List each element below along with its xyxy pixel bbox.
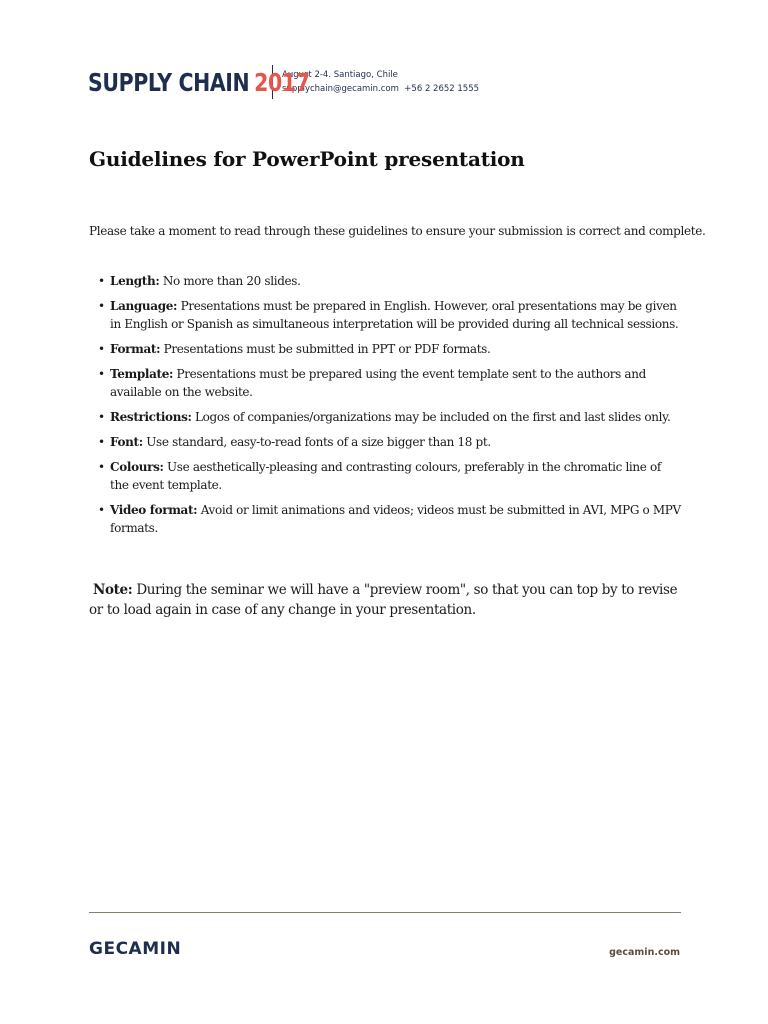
bullet-icon: • <box>98 503 105 517</box>
guideline-text: Presentations must be submitted in PPT or PDF formats. <box>163 342 491 356</box>
guideline-label: Font: <box>110 435 143 449</box>
guideline-text: Presentations must be prepared in English. However, oral presentations may be given in English or Spanish as simultaneous interpretation will be provided during all technical sessions. <box>110 299 679 331</box>
guideline-label: Template: <box>110 367 174 381</box>
guideline-text: No more than 20 slides. <box>162 274 301 288</box>
guideline-template <box>98 365 682 401</box>
page-title: Guidelines for PowerPoint presentation <box>89 147 525 171</box>
guideline-colours <box>98 458 682 494</box>
guideline-length <box>98 272 682 290</box>
bullet-icon: • <box>98 367 105 381</box>
guideline-label: Video format: <box>110 503 198 517</box>
bullet-icon: • <box>98 299 105 313</box>
guideline-text: Avoid or limit animations and videos; videos must be submitted in AVI, MPG o MPV formats. <box>110 503 681 535</box>
guideline-text: Use standard, easy-to-read fonts of a size bigger than 18 pt. <box>146 435 491 449</box>
guideline-text: Presentations must be prepared using the event template sent to the authors and available on the website. <box>110 367 646 399</box>
guideline-label: Format: <box>110 342 161 356</box>
event-logo-name: SUPPLY CHAIN <box>88 67 250 97</box>
intro-paragraph: Please take a moment to read through these guidelines to ensure your submission is correct and complete. <box>89 224 706 238</box>
event-dates: August 2-4. Santiago, Chile <box>282 70 398 80</box>
event-logo-year: 2017 <box>254 67 310 97</box>
note-paragraph <box>89 580 689 620</box>
bullet-icon: • <box>98 274 105 288</box>
bullet-icon: • <box>98 435 105 449</box>
document-header <box>88 64 479 100</box>
guideline-restrictions <box>98 408 682 426</box>
guideline-label: Language: <box>110 299 178 313</box>
guideline-language <box>98 297 682 333</box>
guideline-text: Use aesthetically-pleasing and contrasting colours, preferably in the chromatic line of the event template. <box>110 460 661 492</box>
bullet-icon: • <box>98 342 105 356</box>
bullet-icon: • <box>98 410 105 424</box>
note-label: Note: <box>92 582 133 598</box>
guideline-video-format <box>98 501 682 537</box>
guidelines-list <box>98 272 688 544</box>
guideline-format <box>98 340 682 358</box>
event-info <box>282 68 479 96</box>
event-logo <box>88 67 310 97</box>
event-contact: supplychain@gecamin.com +56 2 2652 1555 <box>282 84 480 94</box>
footer-logo: GECAMIN <box>89 939 182 959</box>
guideline-text: Logos of companies/organizations may be included on the first and last slides only. <box>195 410 671 424</box>
guideline-font <box>98 433 682 451</box>
footer-divider <box>89 912 681 913</box>
bullet-icon: • <box>98 460 105 474</box>
footer-url: gecamin.com <box>609 947 680 958</box>
guideline-label: Length: <box>110 274 160 288</box>
guideline-label: Colours: <box>110 460 164 474</box>
note-text: During the seminar we will have a "preview room", so that you can top by to revise or to load again in case of any change in your presentation. <box>89 582 678 618</box>
guideline-label: Restrictions: <box>110 410 192 424</box>
